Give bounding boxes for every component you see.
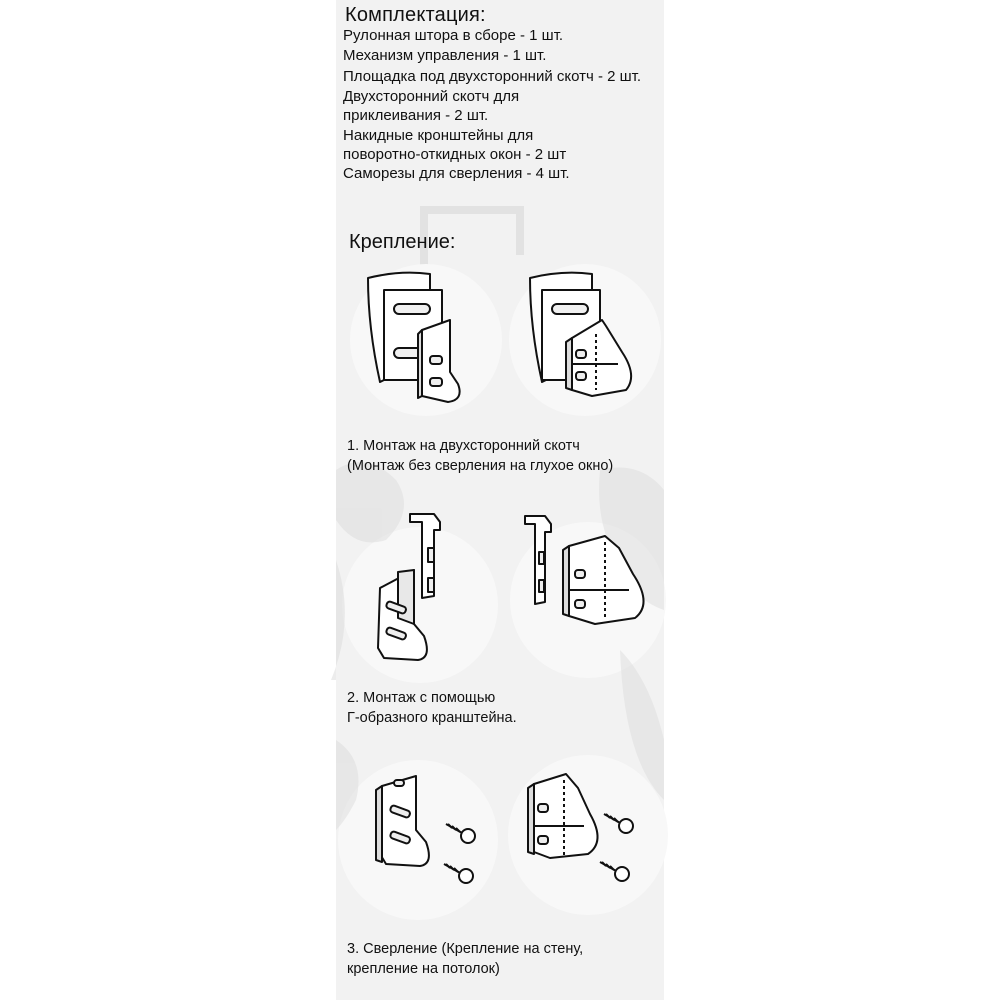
kit-item: Двухсторонний скотч для (343, 88, 520, 105)
kit-item: Накидные кронштейны для (343, 127, 534, 144)
kit-item: Механизм управления - 1 шт. (343, 47, 547, 64)
method-2-caption-line-2: Г-образного кранштейна. (347, 710, 517, 726)
l-hook-bracket-assembled-icon (515, 512, 665, 652)
mounting-title: Крепление: (349, 231, 456, 253)
l-hook-with-bracket-icon (370, 508, 470, 668)
tape-pad-bracket-assembled-icon (522, 268, 652, 418)
kit-item: Рулонная штора в сборе - 1 шт. (343, 27, 564, 44)
method-1-caption-line-2: (Монтаж без сверления на глухое окно) (347, 458, 614, 474)
method-3-caption-line-1: 3. Сверление (Крепление на стену, (347, 941, 584, 957)
kit-item: Площадка под двухсторонний скотч - 2 шт. (343, 68, 642, 85)
screw-icon (444, 864, 473, 883)
tape-pad-with-bracket-icon (360, 268, 480, 418)
screw-icon (600, 862, 629, 881)
kit-item: приклеивания - 2 шт. (343, 107, 489, 124)
method-1-caption-line-1: 1. Монтаж на двухсторонний скотч (347, 438, 580, 454)
screw-icon (446, 824, 475, 843)
assembled-bracket-with-screws-icon (520, 770, 650, 890)
bracket-with-screws-icon (368, 772, 488, 892)
kit-title: Комплектация: (345, 4, 486, 26)
screw-icon (604, 814, 633, 833)
kit-item: поворотно-откидных окон - 2 шт (343, 146, 567, 163)
method-3-caption-line-2: крепление на потолок) (347, 961, 500, 977)
kit-item: Саморезы для сверления - 4 шт. (343, 165, 570, 182)
method-2-caption-line-1: 2. Монтаж с помощью (347, 690, 496, 706)
